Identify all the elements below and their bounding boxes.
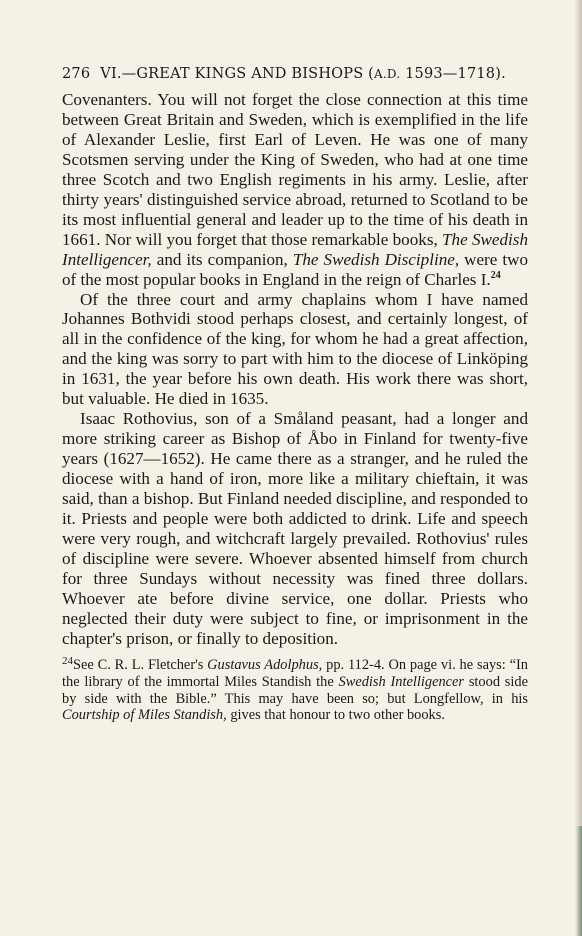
book-title: Swedish Intelligencer — [338, 673, 465, 690]
page-edge-shadow — [574, 0, 582, 936]
paragraph-text: were two of the most popular books in England in the reign of Charles I. — [62, 249, 528, 289]
book-title: Courtship of Miles Standish, — [62, 707, 227, 724]
footnote — [62, 654, 528, 725]
book-title: The Swedish Intelligencer, — [62, 229, 528, 269]
book-title: The Swedish Discipline, — [292, 249, 460, 269]
paragraph-covenanters — [62, 90, 528, 290]
page-number: 276 — [62, 66, 91, 82]
book-page — [62, 66, 528, 724]
running-header — [62, 66, 528, 82]
book-title: Gustavus Adolphus, — [207, 656, 323, 673]
running-head-years: 1593—1718). — [400, 66, 506, 82]
paragraph-text: Covenanters. You will not forget the close connection at this time between Great Britain and Sweden, which is exemplified in the life of Alexander Leslie, first Earl of Leven. He was one of many Scotsmen serving under the King of Sweden, who had at one time three Scotch and two English regiments in his army. Leslie, after thirty years' distinguished service abroad, returned to Scotland to be its most influential general and leader up to the time of his death in 1661. Nor will you forget that those remarkable books, — [62, 90, 528, 249]
footnote-text: stood side by side with the Bible.” This may have been so; but Longfellow, in his — [62, 673, 528, 707]
paragraph-rothovius: Isaac Rothovius, son of a Småland peasant, had a longer and more striking career as Bishop of Åbo in Finland for twenty-five years (1627—1652). He came there as a stranger, and he ruled the diocese with a hand of iron, more like a military chieftain, it was said, than a bishop. But Finland needed discipline, and responded to it. Priests and people were both addicted to drink. Life and speech were very rough, and witchcraft largely prevailed. Rothovius' rules of discipline were severe. Whoever absented himself from church for three Sundays without necessity was fined three dollars. Whoever ate before divine service, one dollar. Priests who neglected their duty were subject to fine, or imprisonment in the chapter's prison, or finally to deposition. — [62, 409, 528, 648]
footnote-text: See C. R. L. Fletcher's — [73, 656, 208, 673]
running-head-title: VI.—GREAT KINGS AND BISHOPS ( — [100, 66, 375, 82]
footnote-text: gives that honour to two other books. — [226, 707, 445, 724]
paragraph-bothvidi: Of the three court and army chaplains whom I have named Johannes Bothvidi stood perhaps closest, and certainly longest, of all in the confidence of the king, for whom he had a great affection, and the king was sorry to part with him to the diocese of Linköping in 1631, the year before his own death. His work there was short, but valuable. He died in 1635. — [62, 289, 528, 409]
paragraph-text: and its companion, — [151, 249, 293, 269]
body-text — [62, 90, 528, 649]
footnote-reference: 24 — [490, 269, 501, 281]
footnote-text: pp. 112-4. On page vi. he says: “In the library of the immortal Miles Standish the — [62, 656, 528, 690]
running-head-era: A.D. — [374, 67, 401, 81]
page-edge-mark — [576, 826, 582, 936]
footnote-mark: 24 — [62, 654, 73, 667]
